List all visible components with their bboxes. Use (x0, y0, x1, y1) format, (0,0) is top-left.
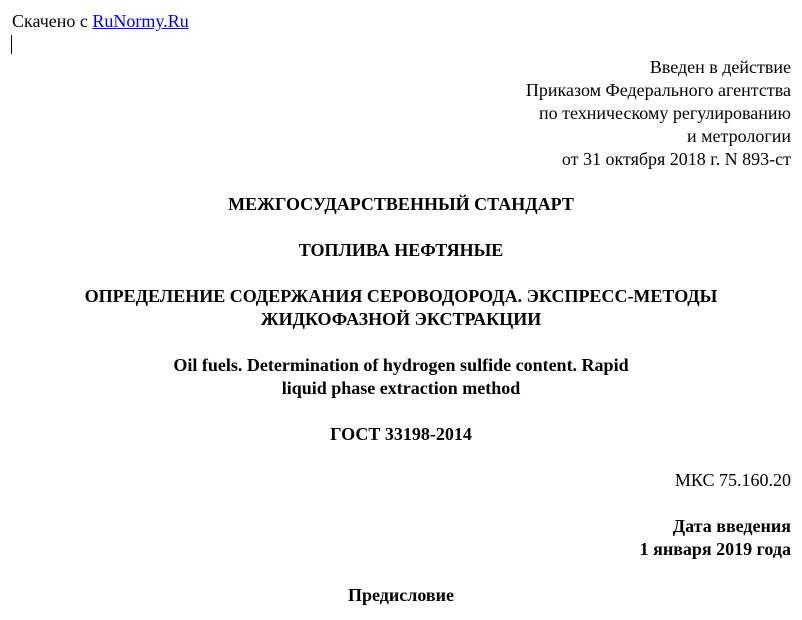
standard-type-heading (0, 193, 802, 216)
title-line: ОПРЕДЕЛЕНИЕ СОДЕРЖАНИЯ СЕРОВОДОРОДА. ЭКСПРЕСС-МЕТОДЫ (84, 286, 718, 306)
subject-heading (0, 239, 802, 262)
title-line: ЖИДКОФАЗНОЙ ЭКСТРАКЦИИ (260, 309, 542, 329)
standard-code (0, 423, 802, 446)
english-title-line: liquid phase extraction method (281, 378, 521, 398)
enactment-line: по техническому регулированию (538, 103, 791, 123)
enactment-line: Приказом Федерального агентства (525, 80, 791, 100)
standard-code-text: ГОСТ 33198-2014 (330, 424, 472, 444)
enactment-line: и метрологии (687, 126, 791, 146)
section-heading-text: Предисловие (348, 585, 454, 605)
section-heading (0, 584, 802, 607)
enactment-line: Введен в действие (649, 57, 791, 77)
source-prefix: Скачено с (12, 11, 93, 31)
enactment-block (526, 56, 791, 171)
introduction-label: Дата введения (672, 516, 791, 536)
english-title (0, 354, 802, 400)
subject-text: ТОПЛИВА НЕФТЯНЫЕ (298, 240, 504, 260)
standard-type-text: МЕЖГОСУДАРСТВЕННЫЙ СТАНДАРТ (228, 194, 574, 214)
english-title-line: Oil fuels. Determination of hydrogen sulfide content. Rapid (173, 355, 629, 375)
source-note (12, 10, 189, 32)
document-title (0, 285, 802, 331)
source-link[interactable]: RuNormy.Ru (92, 11, 189, 31)
enactment-line: от 31 октября 2018 г. N 893-ст (561, 149, 791, 169)
introduction-date: 1 января 2019 года (639, 539, 791, 559)
text-cursor (11, 35, 12, 54)
classification-code: МКС 75.160.20 (674, 470, 791, 490)
